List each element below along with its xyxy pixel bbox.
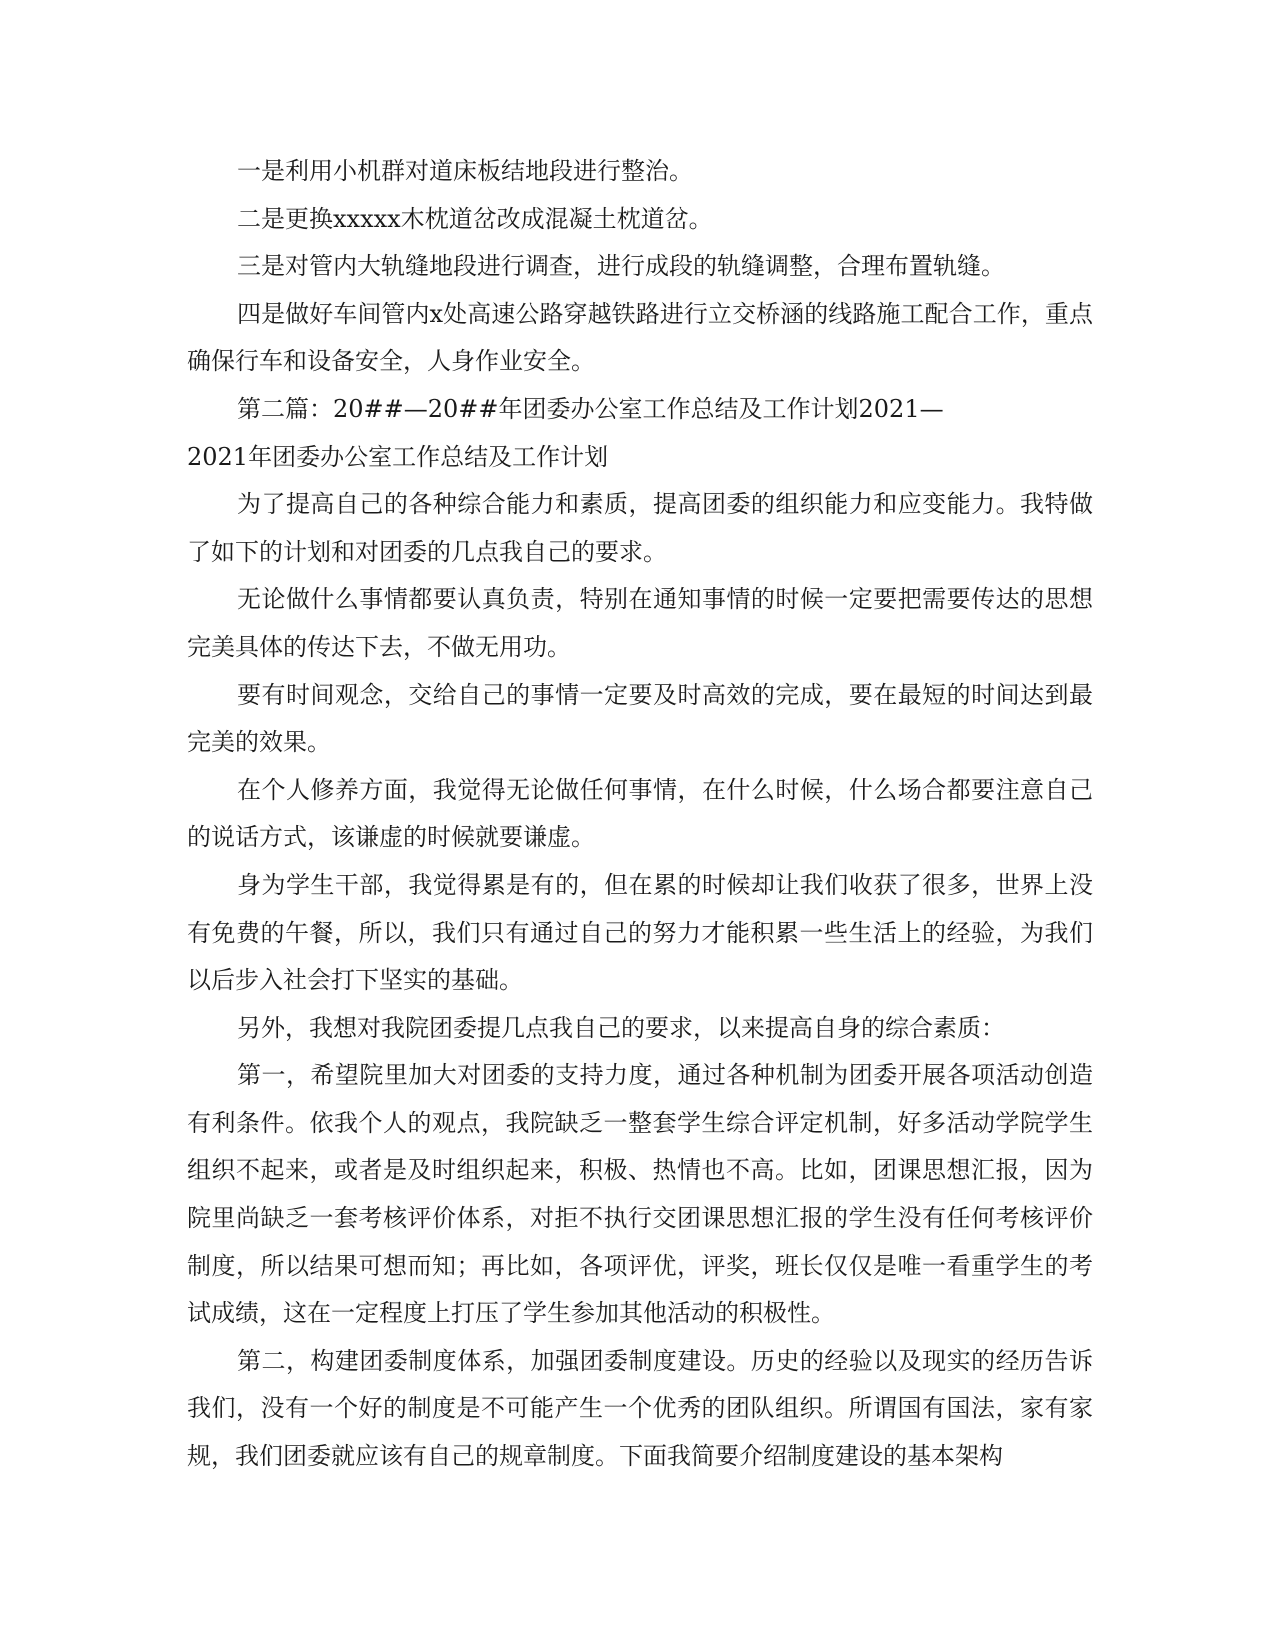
section-heading bbox=[187, 386, 1093, 481]
body-paragraph-5: 身为学生干部，我觉得累是有的，但在累的时候却让我们收获了很多，世界上没有免费的午餐，所以，我们只有通过自己的努力才能积累一些生活上的经验，为我们以后步入社会打下坚实的基础。 bbox=[187, 870, 1093, 995]
document-body bbox=[187, 148, 1093, 1481]
body-paragraph-2: 无论做什么事情都要认真负责，特别在通知事情的时候一定要把需要传达的思想完美具体的传达下去，不做无用功。 bbox=[187, 585, 1093, 661]
paragraph-1: 一是利用小机群对道床板结地段进行整治。 bbox=[237, 157, 693, 185]
body-paragraph-6: 另外，我想对我院团委提几点我自己的要求，以来提高自身的综合素质： bbox=[237, 1013, 1005, 1042]
body-paragraph-8: 第二，构建团委制度体系，加强团委制度建设。历史的经验以及现实的经历告诉我们，没有一个好的制度是不可能产生一个优秀的团队组织。所谓国有国法，家有家规，我们团委就应该有自己的规章制度。下面我简要介绍制度建设的基本架构 bbox=[187, 1346, 1093, 1471]
body-paragraph-7: 第一，希望院里加大对团委的支持力度，通过各种机制为团委开展各项活动创造有利条件。依我个人的观点，我院缺乏一整套学生综合评定机制，好多活动学院学生组织不起来，或者是及时组织起来，积极、热情也不高。比如，团课思想汇报，因为院里尚缺乏一套考核评价体系，对拒不执行交团课思想汇报的学生没有任何考核评价制度，所以结果可想而知；再比如，各项评优，评奖，班长仅仅是唯一看重学生的考试成绩，这在一定程度上打压了学生参加其他活动的积极性。 bbox=[187, 1061, 1093, 1328]
section-heading-line-2: 2021年团委办公室工作总结及工作计划 bbox=[187, 442, 609, 471]
body-paragraph-3: 要有时间观念，交给自己的事情一定要及时高效的完成，要在最短的时间达到最完美的效果。 bbox=[187, 680, 1093, 757]
body-paragraph-4: 在个人修养方面，我觉得无论做任何事情，在什么时候，什么场合都要注意自己的说话方式，该谦虚的时候就要谦虚。 bbox=[187, 775, 1093, 852]
section-heading-line-1: 第二篇：20##—20##年团委办公室工作总结及工作计划2021— bbox=[237, 394, 944, 423]
paragraph-4: 四是做好车间管内x处高速公路穿越铁路进行立交桥涵的线路施工配合工作，重点确保行车和设备安全，人身作业安全。 bbox=[187, 299, 1093, 376]
paragraph-2: 二是更换xxxxx木枕道岔改成混凝土枕道岔。 bbox=[237, 204, 713, 233]
paragraph-3: 三是对管内大轨缝地段进行调查，进行成段的轨缝调整，合理布置轨缝。 bbox=[237, 252, 1005, 281]
body-paragraph-1: 为了提高自己的各种综合能力和素质，提高团委的组织能力和应变能力。我特做了如下的计划和对团委的几点我自己的要求。 bbox=[187, 490, 1093, 566]
